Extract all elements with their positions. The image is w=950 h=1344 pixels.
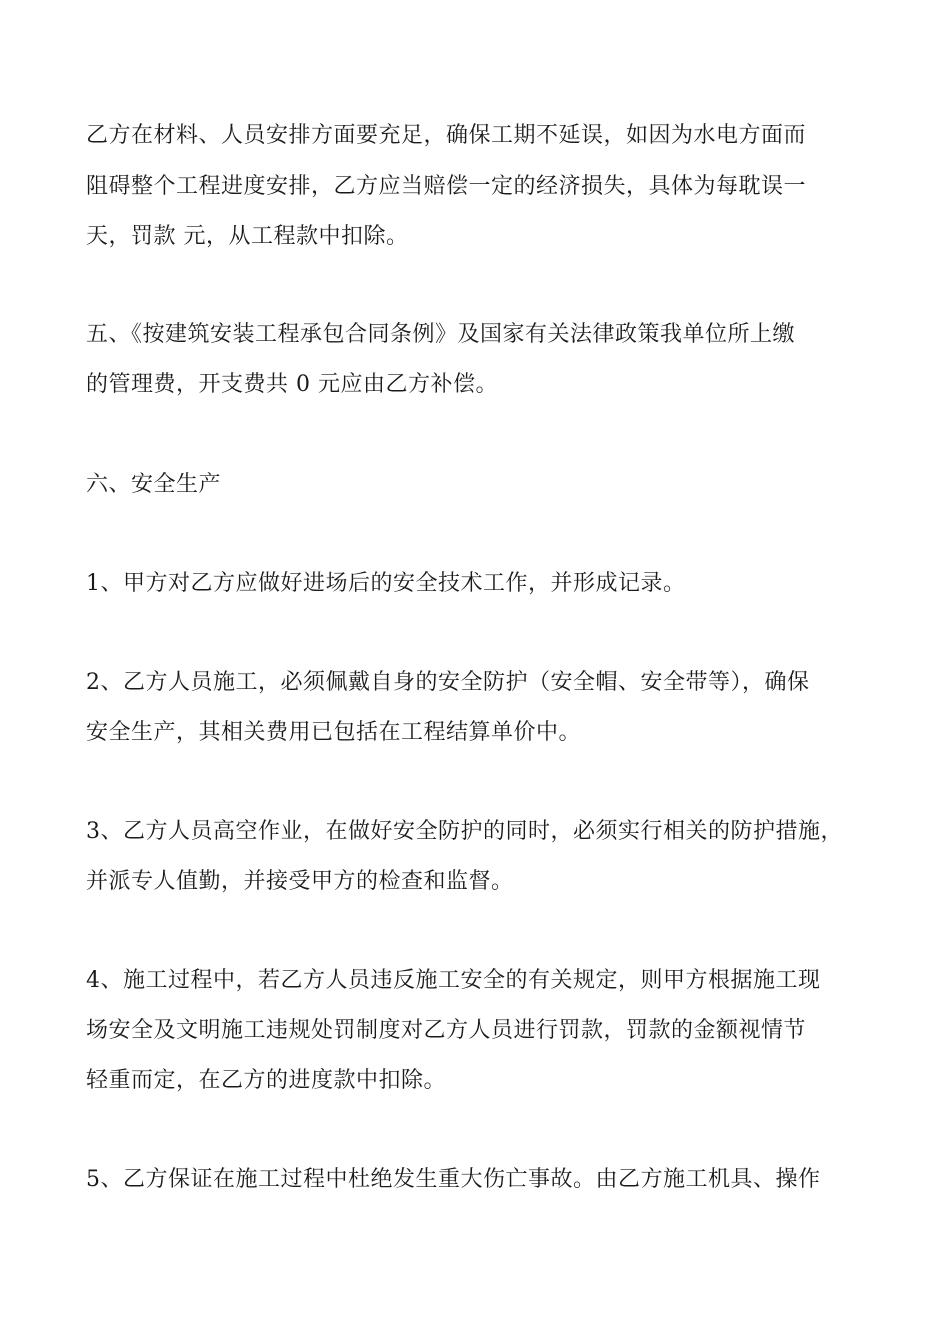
- text-line: 场安全及文明施工违规处罚制度对乙方人员进行罚款，罚款的金额视情节: [86, 1018, 807, 1043]
- text-line: 阻碍整个工程进度安排，乙方应当赔偿一定的经济损失，具体为每耽误一: [86, 174, 807, 199]
- text-line: 天，罚款 元，从工程款中扣除。: [86, 224, 409, 249]
- clause-5-line: 5、乙方保证在施工过程中杜绝发生重大伤亡事故。由乙方施工机具、操作: [86, 1167, 821, 1192]
- section-five-line: 五、《按建筑安装工程承包合同条例》及国家有关法律政策我单位所上缴: [86, 322, 796, 347]
- section-six-heading: 六、安全生产: [86, 472, 222, 497]
- clause-2-line: 2、乙方人员施工，必须佩戴自身的安全防护（安全帽、安全带等），确保: [86, 670, 810, 695]
- text-line: 轻重而定，在乙方的进度款中扣除。: [86, 1068, 447, 1093]
- text-line: 安全生产，其相关费用已包括在工程结算单价中。: [86, 720, 582, 745]
- clause-4-line: 4、施工过程中，若乙方人员违反施工安全的有关规定，则甲方根据施工现: [86, 968, 821, 993]
- clause-3-line: 3、乙方人员高空作业，在做好安全防护的同时，必须实行相关的防护措施，: [86, 819, 843, 844]
- text-line: 乙方在材料、人员安排方面要充足，确保工期不延误，如因为水电方面而: [86, 123, 807, 148]
- text-line: 并派专人值勤，并接受甲方的检查和监督。: [86, 869, 514, 894]
- text-line: 的管理费，开支费共 0 元应由乙方补偿。: [86, 372, 498, 397]
- clause-1-line: 1、甲方对乙方应做好进场后的安全技术工作，并形成记录。: [86, 571, 686, 596]
